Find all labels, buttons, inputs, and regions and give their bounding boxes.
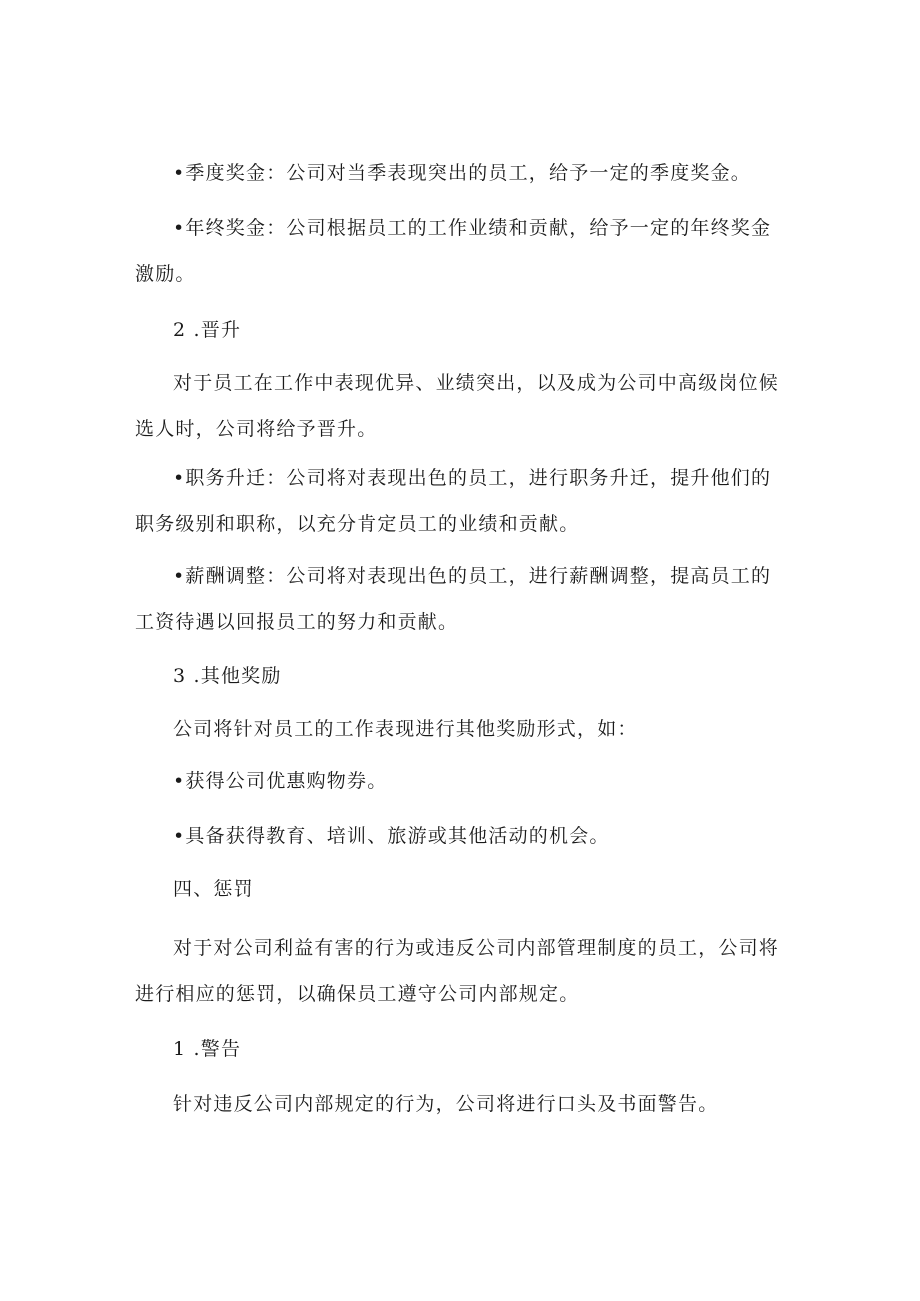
section-heading-warning: 1 .警告: [173, 1038, 242, 1060]
paragraph-shopping-voucher: •获得公司优惠购物券。: [173, 770, 388, 792]
paragraph-quarterly-bonus: •季度奖金：公司对当季表现突出的员工，给予一定的季度奖金。: [173, 162, 752, 184]
paragraph-annual-bonus: •年终奖金：公司根据员工的工作业绩和贡献，给予一定的年终奖金激励。: [135, 217, 772, 285]
paragraph-promotion-intro: 对于员工在工作中表现优异、业绩突出，以及成为公司中高级岗位候选人时，公司将给予晋升。: [135, 372, 780, 440]
paragraph-punishment-intro: 对于对公司利益有害的行为或违反公司内部管理制度的员工，公司将进行相应的惩罚，以确保员工遵守公司内部规定。: [135, 937, 780, 1005]
paragraph-salary-adjustment: •薪酬调整：公司将对表现出色的员工，进行薪酬调整，提高员工的工资待遇以回报员工的努力和贡献。: [135, 565, 772, 633]
paragraph-other-rewards-intro: 公司将针对员工的工作表现进行其他奖励形式，如：: [173, 718, 638, 740]
section-heading-promotion: 2 .晋升: [173, 319, 242, 341]
section-heading-other-rewards: 3 .其他奖励: [173, 665, 282, 687]
paragraph-activity-opportunity: •具备获得教育、培训、旅游或其他活动的机会。: [173, 825, 610, 847]
section-heading-punishment: 四、惩罚: [173, 878, 254, 900]
paragraph-job-promotion: •职务升迁：公司将对表现出色的员工，进行职务升迁，提升他们的职务级别和职称，以充分肯定员工的业绩和贡献。: [135, 467, 772, 535]
paragraph-warning-detail: 针对违反公司内部规定的行为，公司将进行口头及书面警告。: [173, 1093, 719, 1115]
